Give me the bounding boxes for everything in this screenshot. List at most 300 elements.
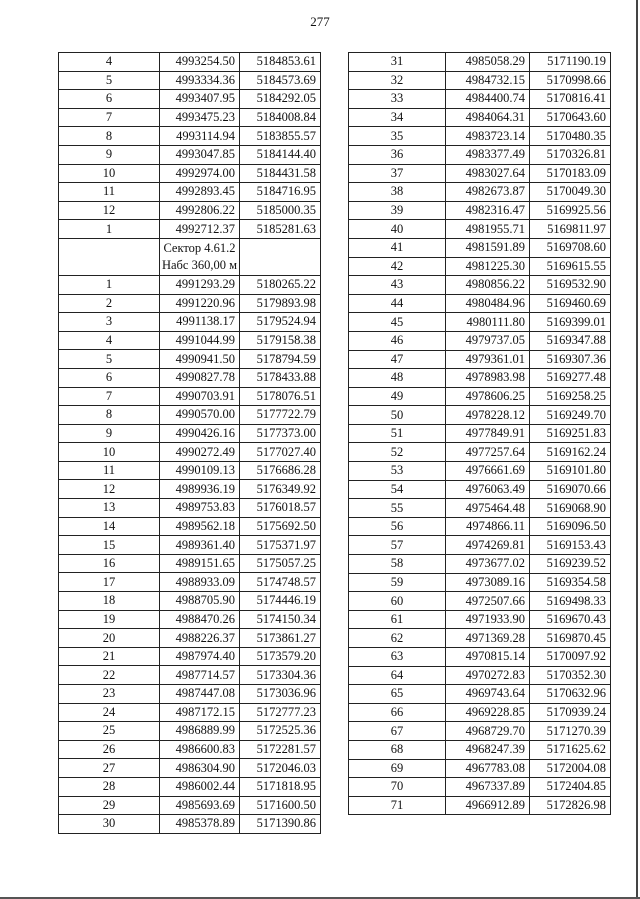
table-row (59, 461, 321, 480)
y-coordinate-cell: 5169070.66 (530, 480, 611, 499)
point-number-cell: 19 (59, 610, 160, 629)
x-coordinate-cell: 4986304.90 (160, 759, 240, 778)
x-coordinate-cell: 4989562.18 (160, 517, 240, 536)
point-number-cell: 57 (349, 536, 446, 555)
table-row (59, 90, 321, 109)
x-coordinate-cell: 4976063.49 (446, 480, 530, 499)
y-coordinate-cell: 5171390.86 (240, 815, 321, 834)
x-coordinate-cell: 4990827.78 (160, 368, 240, 387)
table-row (349, 350, 611, 369)
point-number-cell: 29 (59, 796, 160, 815)
table-row (349, 257, 611, 276)
x-coordinate-cell: 4992974.00 (160, 164, 240, 183)
y-coordinate-cell: 5185000.35 (240, 201, 321, 220)
y-coordinate-cell: 5169239.52 (530, 555, 611, 574)
point-number-cell: 24 (59, 703, 160, 722)
point-number-cell: 9 (59, 424, 160, 443)
x-coordinate-cell: 4993475.23 (160, 108, 240, 127)
table-row (349, 387, 611, 406)
y-coordinate-cell: 5184292.05 (240, 90, 321, 109)
point-number-cell: 25 (59, 722, 160, 741)
x-coordinate-cell: 4971369.28 (446, 629, 530, 648)
table-row (349, 573, 611, 592)
table-row (349, 740, 611, 759)
point-number-cell: 6 (59, 90, 160, 109)
table-row (349, 53, 611, 72)
y-coordinate-cell: 5170632.96 (530, 685, 611, 704)
y-coordinate-cell: 5170097.92 (530, 648, 611, 667)
table-row (59, 517, 321, 536)
table-row (349, 294, 611, 313)
x-coordinate-cell: 4987974.40 (160, 647, 240, 666)
x-coordinate-cell: 4993334.36 (160, 71, 240, 90)
x-coordinate-cell: 4993407.95 (160, 90, 240, 109)
table-row (59, 685, 321, 704)
point-number-cell: 37 (349, 164, 446, 183)
y-coordinate-cell: 5179893.98 (240, 294, 321, 313)
y-coordinate-cell: 5169354.58 (530, 573, 611, 592)
table-row (349, 424, 611, 443)
y-coordinate-cell: 5177373.00 (240, 424, 321, 443)
x-coordinate-cell: 4989361.40 (160, 536, 240, 555)
x-coordinate-cell: 4974269.81 (446, 536, 530, 555)
point-number-cell: 55 (349, 499, 446, 518)
y-coordinate-cell: 5185281.63 (240, 220, 321, 239)
point-number-cell: 47 (349, 350, 446, 369)
table-row (349, 238, 611, 257)
x-coordinate-cell: 4966912.89 (446, 796, 530, 815)
table-row (59, 313, 321, 332)
y-coordinate-cell: 5169870.45 (530, 629, 611, 648)
table-row (59, 71, 321, 90)
x-coordinate-cell: 4985693.69 (160, 796, 240, 815)
y-coordinate-cell: 5169811.97 (530, 220, 611, 239)
x-coordinate-cell: 4978606.25 (446, 387, 530, 406)
y-coordinate-cell: 5169096.50 (530, 517, 611, 536)
table-row (349, 220, 611, 239)
point-number-cell: 21 (59, 647, 160, 666)
table-row (59, 145, 321, 164)
x-coordinate-cell: 4988470.26 (160, 610, 240, 629)
point-number-cell: 9 (59, 145, 160, 164)
point-number-cell: 64 (349, 666, 446, 685)
point-number-cell: 8 (59, 406, 160, 425)
scan-edge-right (636, 0, 638, 899)
table-row (59, 647, 321, 666)
table-row (59, 499, 321, 518)
table-row (349, 703, 611, 722)
point-number-cell: 4 (59, 53, 160, 72)
y-coordinate-cell: 5172777.23 (240, 703, 321, 722)
point-number-cell: 36 (349, 145, 446, 164)
y-coordinate-cell: 5177027.40 (240, 443, 321, 462)
x-coordinate-cell: 4974866.11 (446, 517, 530, 536)
y-coordinate-cell: 5183855.57 (240, 127, 321, 146)
table-row (59, 536, 321, 555)
y-coordinate-cell: 5169277.48 (530, 369, 611, 388)
y-coordinate-cell: 5178433.88 (240, 368, 321, 387)
point-number-cell: 22 (59, 666, 160, 685)
x-coordinate-cell: 4991138.17 (160, 313, 240, 332)
y-coordinate-cell: 5169258.25 (530, 387, 611, 406)
x-coordinate-cell: 4986889.99 (160, 722, 240, 741)
table-row (349, 71, 611, 90)
point-number-cell: 67 (349, 722, 446, 741)
point-number-cell: 49 (349, 387, 446, 406)
x-coordinate-cell: 4992893.45 (160, 183, 240, 202)
x-coordinate-cell: 4988933.09 (160, 573, 240, 592)
x-coordinate-cell: 4984400.74 (446, 90, 530, 109)
point-number-cell: 12 (59, 480, 160, 499)
y-coordinate-cell: 5170183.09 (530, 164, 611, 183)
point-number-cell: 59 (349, 573, 446, 592)
x-coordinate-cell: 4989151.65 (160, 554, 240, 573)
table-row (59, 331, 321, 350)
table-row (59, 368, 321, 387)
x-coordinate-cell: 4991293.29 (160, 275, 240, 294)
x-coordinate-cell: 4990570.00 (160, 406, 240, 425)
table-row (59, 610, 321, 629)
sector-header (160, 238, 240, 275)
x-coordinate-cell: 4983377.49 (446, 145, 530, 164)
point-number-cell: 27 (59, 759, 160, 778)
point-number-cell: 63 (349, 648, 446, 667)
table-row (349, 648, 611, 667)
y-coordinate-cell: 5173579.20 (240, 647, 321, 666)
x-coordinate-cell: 4991044.99 (160, 331, 240, 350)
x-coordinate-cell: 4970815.14 (446, 648, 530, 667)
y-coordinate-cell: 5169925.56 (530, 201, 611, 220)
table-row (349, 406, 611, 425)
point-number-cell: 48 (349, 369, 446, 388)
point-number-cell: 61 (349, 610, 446, 629)
y-coordinate-cell: 5171270.39 (530, 722, 611, 741)
point-number-cell: 53 (349, 462, 446, 481)
x-coordinate-cell: 4990426.16 (160, 424, 240, 443)
y-coordinate-cell: 5169708.60 (530, 238, 611, 257)
table-row (59, 573, 321, 592)
y-coordinate-cell: 5174748.57 (240, 573, 321, 592)
table-row (59, 722, 321, 741)
table-row (59, 127, 321, 146)
table-row (349, 536, 611, 555)
point-number-cell: 69 (349, 759, 446, 778)
y-coordinate-cell: 5169615.55 (530, 257, 611, 276)
y-coordinate-cell: 5173861.27 (240, 629, 321, 648)
x-coordinate-cell: 4986002.44 (160, 777, 240, 796)
point-number-cell: 46 (349, 331, 446, 350)
point-number-cell: 4 (59, 331, 160, 350)
point-number-cell: 28 (59, 777, 160, 796)
table-row (59, 350, 321, 369)
y-coordinate-cell: 5184431.58 (240, 164, 321, 183)
table-row (349, 201, 611, 220)
y-coordinate-cell: 5175371.97 (240, 536, 321, 555)
x-coordinate-cell: 4990703.91 (160, 387, 240, 406)
y-coordinate-cell: 5175057.25 (240, 554, 321, 573)
y-coordinate-cell: 5169307.36 (530, 350, 611, 369)
point-number-cell: 20 (59, 629, 160, 648)
table-row (59, 406, 321, 425)
point-number-cell: 2 (59, 294, 160, 313)
table-row (59, 666, 321, 685)
x-coordinate-cell: 4981591.89 (446, 238, 530, 257)
x-coordinate-cell: 4976661.69 (446, 462, 530, 481)
point-number-cell: 44 (349, 294, 446, 313)
y-coordinate-cell: 5172004.08 (530, 759, 611, 778)
point-number-cell: 33 (349, 90, 446, 109)
x-coordinate-cell: 4979737.05 (446, 331, 530, 350)
x-coordinate-cell: 4983723.14 (446, 127, 530, 146)
point-number-cell: 71 (349, 796, 446, 815)
y-coordinate-cell: 5173036.96 (240, 685, 321, 704)
table-row (59, 387, 321, 406)
y-coordinate-cell: 5178076.51 (240, 387, 321, 406)
table-row (349, 499, 611, 518)
table-row (349, 517, 611, 536)
y-coordinate-cell: 5180265.22 (240, 275, 321, 294)
x-coordinate-cell: 4969743.64 (446, 685, 530, 704)
y-coordinate-cell: 5169498.33 (530, 592, 611, 611)
x-coordinate-cell: 4987714.57 (160, 666, 240, 685)
point-number-cell: 52 (349, 443, 446, 462)
y-coordinate-cell: 5176349.92 (240, 480, 321, 499)
point-number-cell: 5 (59, 71, 160, 90)
point-number-cell: 51 (349, 424, 446, 443)
x-coordinate-cell: 4984732.15 (446, 71, 530, 90)
x-coordinate-cell: 4988705.90 (160, 592, 240, 611)
x-coordinate-cell: 4985058.29 (446, 53, 530, 72)
coordinates-table-left (58, 52, 321, 834)
table-row (59, 53, 321, 72)
sector-header-row (59, 238, 321, 275)
x-coordinate-cell: 4982316.47 (446, 201, 530, 220)
point-number-cell: 10 (59, 443, 160, 462)
x-coordinate-cell: 4973089.16 (446, 573, 530, 592)
y-coordinate-cell: 5170998.66 (530, 71, 611, 90)
x-coordinate-cell: 4980111.80 (446, 313, 530, 332)
y-coordinate-cell: 5172525.36 (240, 722, 321, 741)
table-row (349, 722, 611, 741)
table-row (349, 443, 611, 462)
y-coordinate-cell: 5170049.30 (530, 183, 611, 202)
point-number-cell: 26 (59, 740, 160, 759)
table-row (59, 164, 321, 183)
x-coordinate-cell: 4986600.83 (160, 740, 240, 759)
table-row (59, 759, 321, 778)
point-number-cell: 8 (59, 127, 160, 146)
table-row (349, 555, 611, 574)
table-row (59, 629, 321, 648)
y-coordinate-cell: 5169251.83 (530, 424, 611, 443)
x-coordinate-cell: 4990109.13 (160, 461, 240, 480)
point-number-cell: 10 (59, 164, 160, 183)
x-coordinate-cell: 4993254.50 (160, 53, 240, 72)
y-coordinate-cell: 5169347.88 (530, 331, 611, 350)
point-number-cell: 14 (59, 517, 160, 536)
table-row (349, 759, 611, 778)
x-coordinate-cell: 4989753.83 (160, 499, 240, 518)
table-row (59, 220, 321, 239)
table-row (349, 145, 611, 164)
table-row (59, 183, 321, 202)
table-row (59, 796, 321, 815)
y-coordinate-cell: 5171190.19 (530, 53, 611, 72)
y-coordinate-cell: 5176686.28 (240, 461, 321, 480)
y-coordinate-cell: 5184573.69 (240, 71, 321, 90)
table-row (349, 610, 611, 629)
point-number-cell: 31 (349, 53, 446, 72)
y-coordinate-cell: 5170352.30 (530, 666, 611, 685)
table-row (59, 703, 321, 722)
table-row (349, 127, 611, 146)
y-coordinate-cell: 5169153.43 (530, 536, 611, 555)
point-number-cell: 42 (349, 257, 446, 276)
x-coordinate-cell: 4969228.85 (446, 703, 530, 722)
x-coordinate-cell: 4981955.71 (446, 220, 530, 239)
table-row (349, 369, 611, 388)
point-number-cell: 32 (349, 71, 446, 90)
x-coordinate-cell: 4973677.02 (446, 555, 530, 574)
x-coordinate-cell: 4981225.30 (446, 257, 530, 276)
x-coordinate-cell: 4979361.01 (446, 350, 530, 369)
point-number-cell: 39 (349, 201, 446, 220)
x-coordinate-cell: 4990941.50 (160, 350, 240, 369)
table-row (349, 592, 611, 611)
table-row (349, 462, 611, 481)
point-number-cell: 11 (59, 183, 160, 202)
table-row (349, 629, 611, 648)
table-row (59, 815, 321, 834)
y-coordinate-cell: 5177722.79 (240, 406, 321, 425)
y-coordinate-cell: 5169460.69 (530, 294, 611, 313)
x-coordinate-cell: 4975464.48 (446, 499, 530, 518)
table-row (59, 424, 321, 443)
y-coordinate-cell: 5173304.36 (240, 666, 321, 685)
table-row (349, 183, 611, 202)
point-number-cell: 56 (349, 517, 446, 536)
table-row (349, 108, 611, 127)
y-coordinate-cell: 5170480.35 (530, 127, 611, 146)
table-row (349, 164, 611, 183)
y-coordinate-cell: 5169399.01 (530, 313, 611, 332)
x-coordinate-cell: 4978983.98 (446, 369, 530, 388)
y-coordinate-cell: 5179158.38 (240, 331, 321, 350)
point-number-cell: 43 (349, 276, 446, 295)
table-row (59, 592, 321, 611)
sector-title: Сектор 4.61.2 (163, 240, 236, 255)
y-coordinate-cell: 5170816.41 (530, 90, 611, 109)
point-number-cell: 41 (349, 238, 446, 257)
table-row (59, 108, 321, 127)
y-coordinate-cell: 5169162.24 (530, 443, 611, 462)
point-number-cell: 6 (59, 368, 160, 387)
table-row (349, 276, 611, 295)
sector-length: Набс 360,00 м (161, 257, 238, 272)
empty-cell (240, 238, 321, 275)
point-number-cell: 65 (349, 685, 446, 704)
table-row (349, 90, 611, 109)
x-coordinate-cell: 4993047.85 (160, 145, 240, 164)
x-coordinate-cell: 4992806.22 (160, 201, 240, 220)
y-coordinate-cell: 5172281.57 (240, 740, 321, 759)
table-row (349, 480, 611, 499)
point-number-cell: 60 (349, 592, 446, 611)
y-coordinate-cell: 5172404.85 (530, 778, 611, 797)
y-coordinate-cell: 5171625.62 (530, 740, 611, 759)
y-coordinate-cell: 5171600.50 (240, 796, 321, 815)
y-coordinate-cell: 5169670.43 (530, 610, 611, 629)
x-coordinate-cell: 4987447.08 (160, 685, 240, 704)
point-number-cell: 11 (59, 461, 160, 480)
y-coordinate-cell: 5170326.81 (530, 145, 611, 164)
point-number-cell: 34 (349, 108, 446, 127)
point-number-cell: 58 (349, 555, 446, 574)
x-coordinate-cell: 4990272.49 (160, 443, 240, 462)
y-coordinate-cell: 5178794.59 (240, 350, 321, 369)
table-row (59, 443, 321, 462)
y-coordinate-cell: 5169532.90 (530, 276, 611, 295)
point-number-cell: 35 (349, 127, 446, 146)
point-number-cell: 1 (59, 275, 160, 294)
y-coordinate-cell: 5171818.95 (240, 777, 321, 796)
x-coordinate-cell: 4971933.90 (446, 610, 530, 629)
x-coordinate-cell: 4967337.89 (446, 778, 530, 797)
table-row (59, 740, 321, 759)
point-number-cell: 62 (349, 629, 446, 648)
y-coordinate-cell: 5172046.03 (240, 759, 321, 778)
x-coordinate-cell: 4983027.64 (446, 164, 530, 183)
y-coordinate-cell: 5184853.61 (240, 53, 321, 72)
table-row (59, 275, 321, 294)
x-coordinate-cell: 4982673.87 (446, 183, 530, 202)
table-row (59, 554, 321, 573)
point-number-cell: 1 (59, 220, 160, 239)
x-coordinate-cell: 4991220.96 (160, 294, 240, 313)
x-coordinate-cell: 4988226.37 (160, 629, 240, 648)
point-number-cell: 40 (349, 220, 446, 239)
y-coordinate-cell: 5170939.24 (530, 703, 611, 722)
point-number-cell: 7 (59, 108, 160, 127)
point-number-cell: 70 (349, 778, 446, 797)
x-coordinate-cell: 4978228.12 (446, 406, 530, 425)
point-number-cell: 18 (59, 592, 160, 611)
y-coordinate-cell: 5184144.40 (240, 145, 321, 164)
x-coordinate-cell: 4980484.96 (446, 294, 530, 313)
x-coordinate-cell: 4984064.31 (446, 108, 530, 127)
y-coordinate-cell: 5174446.19 (240, 592, 321, 611)
point-number-cell: 38 (349, 183, 446, 202)
y-coordinate-cell: 5184716.95 (240, 183, 321, 202)
point-number-cell: 15 (59, 536, 160, 555)
point-number-cell: 12 (59, 201, 160, 220)
point-number-cell: 7 (59, 387, 160, 406)
empty-cell (59, 238, 160, 275)
y-coordinate-cell: 5169101.80 (530, 462, 611, 481)
coordinates-table-right (348, 52, 611, 815)
point-number-cell: 50 (349, 406, 446, 425)
table-row (59, 777, 321, 796)
x-coordinate-cell: 4989936.19 (160, 480, 240, 499)
page-number: 277 (310, 14, 330, 29)
point-number-cell: 5 (59, 350, 160, 369)
point-number-cell: 45 (349, 313, 446, 332)
table-row (59, 294, 321, 313)
point-number-cell: 54 (349, 480, 446, 499)
table-row (349, 685, 611, 704)
table-row (59, 480, 321, 499)
table-row (349, 666, 611, 685)
